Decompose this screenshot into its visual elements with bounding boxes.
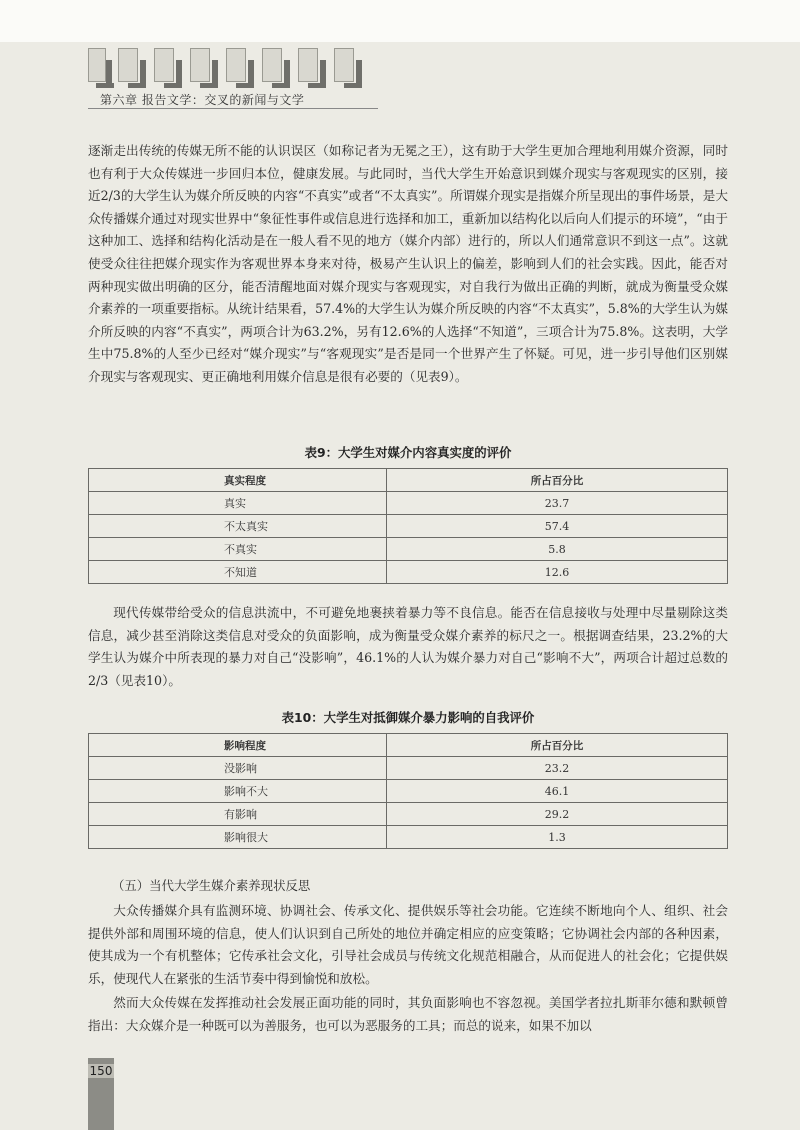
table-header-cell: 影响程度 [89, 734, 387, 757]
table-cell: 真实 [89, 492, 387, 515]
table-header-cell: 所占百分比 [387, 469, 728, 492]
table-cell: 影响不大 [89, 780, 387, 803]
table9 [88, 468, 728, 584]
table-cell: 不知道 [89, 561, 387, 584]
table-row [89, 515, 728, 538]
table10 [88, 733, 728, 849]
paragraph-3: 大众传播媒介具有监测环境、协调社会、传承文化、提供娱乐等社会功能。它连续不断地向个人、组织、社会提供外部和周围环境的信息，使人们认识到自己所处的地位并确定相应的应变策略；它协调社会内部的各种因素，使其成为一个有机整体；它传承社会文化，引导社会成员与传统文化规范相融合，从而促进人的社会化；它提供娱乐，使现代人在紧张的生活节奏中得到愉悦和放松。 [88, 903, 728, 986]
header-decoration [88, 48, 378, 88]
table-cell: 不太真实 [89, 515, 387, 538]
table-cell: 有影响 [89, 803, 387, 826]
table9-title: 表9：大学生对媒介内容真实度的评价 [304, 445, 512, 460]
header-rule [88, 108, 378, 109]
table-header-cell: 所占百分比 [387, 734, 728, 757]
table-header-cell: 真实程度 [89, 469, 387, 492]
table-cell: 不真实 [89, 538, 387, 561]
table-cell: 23.2 [387, 757, 728, 780]
page-number: 150 [89, 1064, 113, 1078]
table-header-row [89, 734, 728, 757]
table-cell: 没影响 [89, 757, 387, 780]
table-row [89, 561, 728, 584]
table-cell: 23.7 [387, 492, 728, 515]
section-heading: （五）当代大学生媒介素养现状反思 [112, 878, 311, 893]
table-row [89, 826, 728, 849]
table-cell: 1.3 [387, 826, 728, 849]
table-row [89, 492, 728, 515]
table-cell: 46.1 [387, 780, 728, 803]
paragraph-1: 逐渐走出传统的传媒无所不能的认识误区（如称记者为无冕之王），这有助于大学生更加合理地利用媒介资源，同时也有利于大众传媒进一步回归本位，健康发展。与此同时，当代大学生开始意识到媒介现实与客观现实的区别，接近2/3的大学生认为媒介所反映的内容“不真实”或者“不太真实”。所谓媒介现实是指媒介所呈现出的事件场景，是大众传播媒介通过对现实世界中“象征性事件或信息进行选择和加工，重新加以结构化以后向人们提示的环境”，“由于这种加工、选择和结构化活动是在一般人看不见的地方（媒介内部）进行的，所以人们通常意识不到这一点”。这就使受众往往把媒介现实作为客观世界本身来对待，极易产生认识上的偏差，影响到人们的社会实践。因此，能否对两种现实做出明确的区分，能否清醒地面对媒介现实与客观现实，对自我行为做出正确的判断，就成为衡量受众媒介素养的一项重要指标。从统计结果看，57.4%的大学生认为媒介所反映的内容“不太真实”，5.8%的大学生认为媒介所反映的内容“不真实”，两项合计为63.2%，另有12.6%的人选择“不知道”，三项合计为75.8%。这表明，大学生中75.8%的人至少已经对“媒介现实”与“客观现实”是否是同一个世界产生了怀疑。可见，进一步引导他们区别媒介现实与客观现实、更正确地利用媒介信息是很有必要的（见表9）。 [88, 143, 728, 384]
table-cell: 57.4 [387, 515, 728, 538]
table-row [89, 803, 728, 826]
table-row [89, 757, 728, 780]
top-margin [0, 0, 800, 42]
chapter-heading: 第六章 报告文学：交叉的新闻与文学 [100, 93, 305, 107]
paragraph-4: 然而大众传媒在发挥推动社会发展正面功能的同时，其负面影响也不容忽视。美国学者拉扎斯菲尔德和默顿曾指出：大众媒介是一种既可以为善服务，也可以为恶服务的工具；而总的说来，如果不加以 [88, 995, 728, 1033]
table-header-row [89, 469, 728, 492]
table-cell: 12.6 [387, 561, 728, 584]
paragraph-2: 现代传媒带给受众的信息洪流中，不可避免地裹挟着暴力等不良信息。能否在信息接收与处理中尽量剔除这类信息，减少甚至消除这类信息对受众的负面影响，成为衡量受众媒介素养的标尺之一。根据调查结果，23.2%的大学生认为媒介中所表现的暴力对自己“没影响”，46.1%的人认为媒介暴力对自己“影响不大”，两项合计超过总数的2/3（见表10）。 [88, 605, 728, 688]
table-cell: 影响很大 [89, 826, 387, 849]
table-cell: 29.2 [387, 803, 728, 826]
table-row [89, 780, 728, 803]
table-row [89, 538, 728, 561]
table-cell: 5.8 [387, 538, 728, 561]
table10-title: 表10：大学生对抵御媒介暴力影响的自我评价 [281, 710, 535, 725]
